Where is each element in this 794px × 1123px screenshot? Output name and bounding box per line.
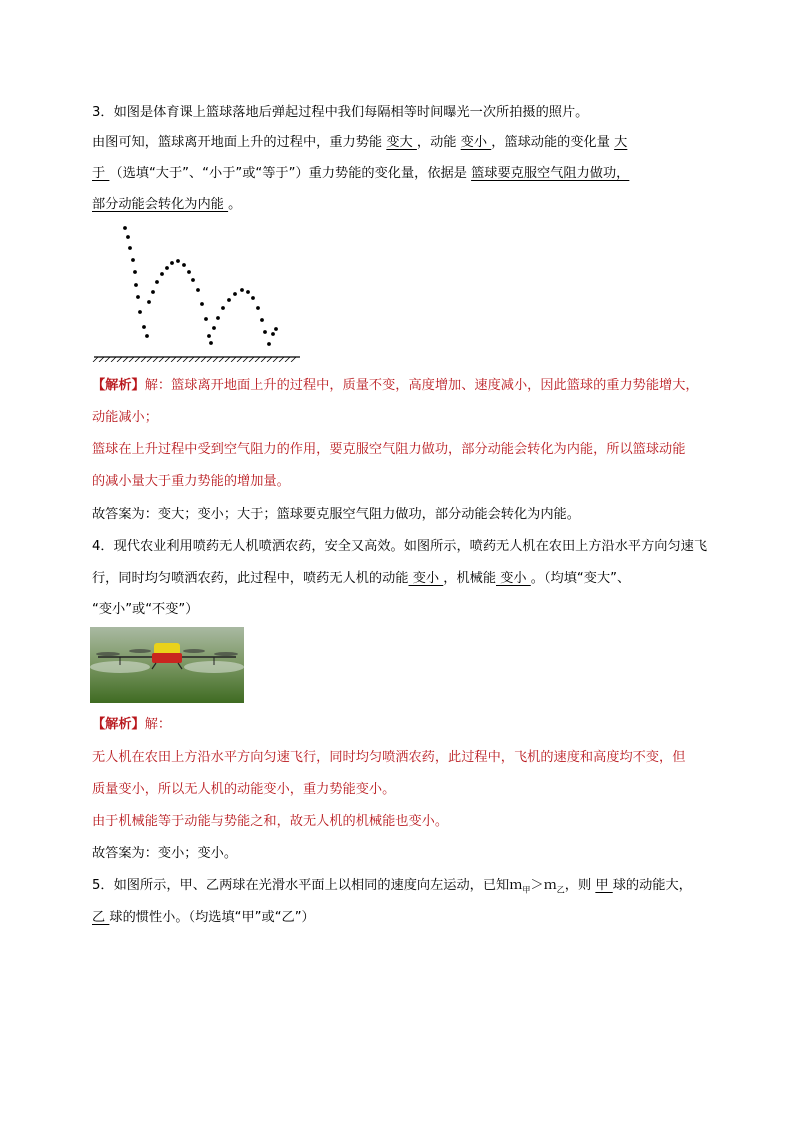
rotor-icon: [214, 652, 238, 656]
q3-blank-1: 变大: [386, 135, 417, 150]
q5-text: 球的动能大，: [612, 878, 692, 893]
hatch-mark: [207, 357, 212, 362]
hatch-mark: [273, 357, 278, 362]
q4-blank-1: 变小: [408, 571, 444, 586]
hatch-mark: [123, 357, 128, 362]
ball-dot: [147, 300, 151, 304]
hatch-mark: [237, 357, 242, 362]
q5-line1: [92, 877, 692, 900]
ball-dot: [145, 334, 149, 338]
q5-subscript: 乙: [556, 885, 565, 895]
q3-blank-3-cont: 于: [92, 166, 110, 181]
ball-dot: [233, 292, 237, 296]
rotor-icon: [183, 649, 205, 653]
ball-dot: [160, 272, 164, 276]
q4-answer: 故答案为：变小；变小。: [92, 846, 238, 861]
q4-text: ，机械能: [443, 571, 497, 586]
ball-dots: [123, 226, 278, 346]
q4-line1: [92, 538, 707, 556]
q3-blank-2: 变小: [460, 135, 492, 150]
ball-dot: [227, 298, 231, 302]
hatch-mark: [93, 357, 98, 362]
ball-dot: [271, 332, 275, 336]
hatch-mark: [177, 357, 182, 362]
ground-hatch: [93, 357, 296, 362]
hatch-mark: [279, 357, 284, 362]
q5-number: 5．: [92, 878, 114, 893]
ball-dot: [187, 270, 191, 274]
q3-stem: [92, 104, 588, 122]
ball-dot: [151, 290, 155, 294]
ball-dot: [260, 318, 264, 322]
q3-text: 。: [228, 197, 242, 212]
q3-text: ，篮球动能的变化量: [491, 135, 615, 150]
analysis-tag: 【解析】: [92, 378, 145, 393]
q5-text: ，则: [564, 878, 596, 893]
q4-line2: [92, 570, 630, 588]
analysis-tag: 【解析】: [92, 717, 145, 732]
q3-blank-4-cont: 部分动能会转化为内能: [92, 197, 229, 212]
hatch-mark: [147, 357, 152, 362]
ball-dot: [196, 288, 200, 292]
q3-answer: 故答案为：变大；变小；大于；篮球要克服空气阻力做功，部分动能会转化为内能。: [92, 507, 580, 522]
ball-dot: [246, 290, 250, 294]
q3-stem-text: 如图是体育课上篮球落地后弹起过程中我们每隔相等时间曝光一次所拍摄的照片。: [113, 105, 589, 120]
q5-blank-1: 甲: [595, 878, 613, 893]
drone-tank: [152, 653, 182, 663]
ball-dot: [165, 266, 169, 270]
ball-dot: [267, 342, 271, 346]
drone-spraying-photo: [90, 627, 244, 703]
hatch-mark: [183, 357, 188, 362]
ball-dot: [134, 283, 138, 287]
ball-dot: [123, 226, 127, 230]
ball-dot: [221, 306, 225, 310]
q3-analysis-line4: 的减小量大于重力势能的增加量。: [92, 474, 290, 489]
q4-number: 4．: [92, 539, 114, 554]
hatch-mark: [165, 357, 170, 362]
q3-analysis-line3: 篮球在上升过程中受到空气阻力的作用，要克服空气阻力做功，部分动能会转化为内能，所以篮球动能: [92, 442, 686, 457]
q3-line4: [92, 196, 241, 214]
hatch-mark: [225, 357, 230, 362]
ball-dot: [204, 317, 208, 321]
q4-text: 。（均填“变大”、: [530, 571, 631, 586]
ball-dot: [263, 330, 267, 334]
q4-text: 行，同时均匀喷洒农药，此过程中，喷药无人机的动能: [92, 571, 409, 586]
hatch-mark: [153, 357, 158, 362]
rotor-icon: [96, 652, 120, 656]
hatch-mark: [189, 357, 194, 362]
hatch-mark: [255, 357, 260, 362]
ball-dot: [209, 341, 213, 345]
q5-text: 如图所示，甲、乙两球在光滑水平面上以相同的速度向左运动，已知ｍ: [113, 878, 523, 893]
rotor-icon: [129, 649, 151, 653]
q3-analysis-line2: 动能减小；: [92, 410, 158, 425]
q5-subscript: 甲: [522, 885, 531, 895]
q4-analysis-line0: [92, 716, 171, 734]
hatch-mark: [117, 357, 122, 362]
hatch-mark: [129, 357, 134, 362]
ball-dot: [131, 258, 135, 262]
q4-blank-2: 变小: [496, 571, 531, 586]
q4-analysis-text: 解：: [144, 717, 172, 732]
ball-dot: [274, 327, 278, 331]
ball-dot: [155, 280, 159, 284]
hatch-mark: [105, 357, 110, 362]
hatch-mark: [141, 357, 146, 362]
q4-analysis-line3: 由于机械能等于动能与势能之和，故无人机的机械能也变小。: [92, 814, 449, 829]
hatch-mark: [249, 357, 254, 362]
ball-dot: [240, 288, 244, 292]
hatch-mark: [135, 357, 140, 362]
hatch-mark: [171, 357, 176, 362]
q3-analysis-line1: [92, 377, 699, 395]
q4-line3: “变小”或“不变”）: [92, 602, 199, 617]
hatch-mark: [111, 357, 116, 362]
q3-text: ，动能: [416, 135, 461, 150]
basketball-bounce-figure: [92, 222, 304, 362]
ball-dot: [170, 261, 174, 265]
ball-dot: [138, 310, 142, 314]
q3-analysis-text: 解：篮球离开地面上升的过程中，质量不变，高度增加、速度减小，因此篮球的重力势能增大，: [144, 378, 699, 393]
ball-dot: [191, 278, 195, 282]
hatch-mark: [195, 357, 200, 362]
hatch-mark: [99, 357, 104, 362]
q3-line2: [92, 134, 627, 152]
ball-dot: [182, 263, 186, 267]
q3-line3: [92, 165, 629, 183]
hatch-mark: [219, 357, 224, 362]
hatch-mark: [267, 357, 272, 362]
ball-dot: [216, 316, 220, 320]
ball-dot: [212, 326, 216, 330]
q5-text: ＞ｍ: [530, 878, 557, 893]
hatch-mark: [285, 357, 290, 362]
hatch-mark: [291, 357, 296, 362]
ball-dot: [128, 246, 132, 250]
q5-line2: [92, 909, 315, 927]
ball-dot: [142, 325, 146, 329]
ball-dot: [251, 296, 255, 300]
ball-dot: [256, 306, 260, 310]
q4-analysis-line2: 质量变小，所以无人机的动能变小，重力势能变小。: [92, 782, 396, 797]
ball-dot: [133, 270, 137, 274]
ball-dot: [207, 334, 211, 338]
hatch-mark: [261, 357, 266, 362]
q3-number: 3．: [92, 105, 114, 120]
hatch-mark: [231, 357, 236, 362]
q4-text: 现代农业利用喷药无人机喷洒农药，安全又高效。如图所示，喷药无人机在农田上方沿水平方向匀速飞: [113, 539, 708, 554]
hatch-mark: [243, 357, 248, 362]
ball-dot: [176, 259, 180, 263]
q3-text: （选填“大于”、“小于”或“等于”）重力势能的变化量，依据是: [109, 166, 472, 181]
q3-blank-4: 篮球要克服空气阻力做功，: [471, 166, 630, 181]
q3-blank-3: 大: [614, 135, 628, 150]
q4-analysis-line1: 无人机在农田上方沿水平方向匀速飞行，同时均匀喷洒农药，此过程中，飞机的速度和高度均不变，但: [92, 750, 686, 765]
hatch-mark: [159, 357, 164, 362]
q5-text: 球的惯性小。（均选填“甲”或“乙”）: [109, 910, 315, 925]
ball-dot: [200, 302, 204, 306]
hatch-mark: [213, 357, 218, 362]
ball-dot: [136, 295, 140, 299]
q5-blank-2: 乙: [92, 910, 110, 925]
ball-dot: [126, 235, 130, 239]
q3-text: 由图可知，篮球离开地面上升的过程中，重力势能: [92, 135, 387, 150]
hatch-mark: [201, 357, 206, 362]
